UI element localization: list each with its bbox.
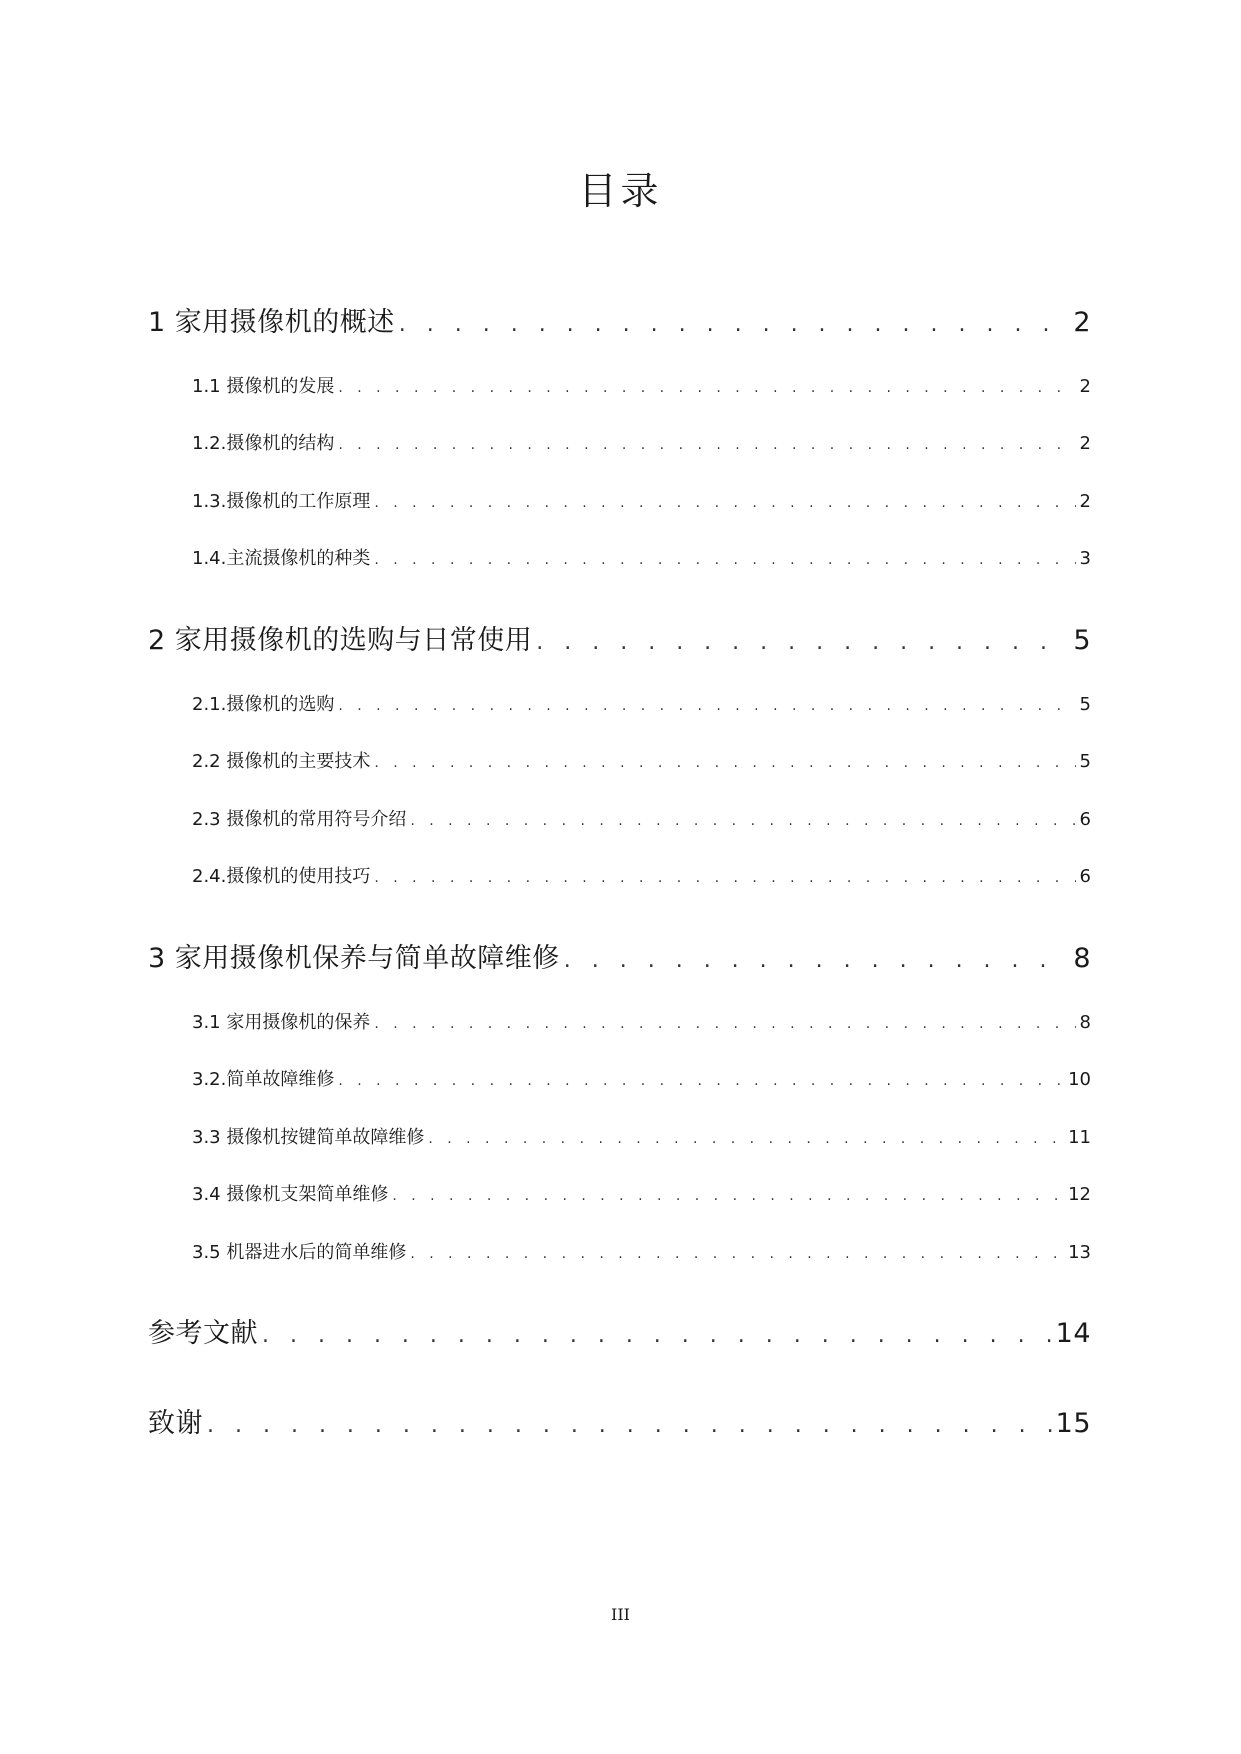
toc-entry-page: 11: [1068, 1127, 1091, 1148]
toc-entry-label: 2.2 摄像机的主要技术: [192, 751, 371, 772]
toc-leader-dots: [410, 813, 1075, 829]
toc-entry-page: 2: [1079, 491, 1091, 512]
toc-leader-dots: [428, 1131, 1064, 1147]
toc-leader-dots: [374, 1016, 1075, 1032]
toc-entry-chapter-3[interactable]: [148, 936, 1091, 975]
toc-entry-label: 3.3 摄像机按键简单故障维修: [192, 1127, 425, 1148]
toc-entry-label: 1.3.摄像机的工作原理: [192, 491, 371, 512]
toc-entry-page: 5: [1079, 751, 1091, 772]
toc-entry-label: 1.2.摄像机的结构: [192, 433, 335, 454]
toc-entry-section-1-3[interactable]: [192, 487, 1091, 513]
toc-entry-page: 12: [1068, 1184, 1091, 1205]
page-title: 目录: [578, 169, 663, 213]
toc-entry-page: 10: [1068, 1069, 1091, 1090]
toc-entry-label: 3.2.简单故障维修: [192, 1069, 335, 1090]
toc-entry-section-2-3[interactable]: [192, 805, 1091, 831]
toc-leader-dots: [374, 552, 1075, 568]
toc-entry-label: 参考文献: [148, 1318, 258, 1349]
toc-entry-page: 2: [1073, 307, 1091, 338]
toc-entry-page: 2: [1079, 433, 1091, 454]
toc-entry-section-1-4[interactable]: [192, 544, 1091, 570]
toc-leader-dots: [374, 755, 1075, 771]
toc-leader-dots: [536, 630, 1069, 655]
toc-entry-page: 15: [1055, 1408, 1091, 1439]
toc-entry-label: 1.4.主流摄像机的种类: [192, 548, 371, 569]
toc-entry-label: 1 家用摄像机的概述: [148, 307, 395, 338]
toc-entry-page: 14: [1055, 1318, 1091, 1349]
toc-entry-label: 2.1.摄像机的选购: [192, 694, 335, 715]
toc-entry-section-3-5[interactable]: [192, 1238, 1091, 1264]
toc-entry-label: 3.1 家用摄像机的保养: [192, 1012, 371, 1033]
toc-entry-label: 2.3 摄像机的常用符号介绍: [192, 809, 407, 830]
toc-entry-page: 8: [1079, 1012, 1091, 1033]
toc-entry-section-3-2[interactable]: [192, 1065, 1091, 1091]
toc-entry-references[interactable]: [148, 1311, 1091, 1350]
toc-entry-page: 5: [1073, 625, 1091, 656]
toc-entry-section-2-4[interactable]: [192, 862, 1091, 888]
toc-entry-section-3-1[interactable]: [192, 1008, 1091, 1034]
toc-entry-label: 1.1 摄像机的发展: [192, 376, 335, 397]
toc-entry-section-2-2[interactable]: [192, 747, 1091, 773]
toc-entry-label: 3 家用摄像机保养与简单故障维修: [148, 943, 560, 974]
toc-entry-page: 6: [1079, 866, 1091, 887]
toc-entry-page: 13: [1068, 1242, 1091, 1263]
toc-leader-dots: [410, 1246, 1064, 1262]
toc-leader-dots: [338, 380, 1075, 396]
toc-entry-page: 6: [1079, 809, 1091, 830]
toc-leader-dots: [374, 870, 1075, 886]
toc-leader-dots: [399, 312, 1070, 337]
toc-entry-section-2-1[interactable]: [192, 690, 1091, 716]
toc-entry-page: 8: [1073, 943, 1091, 974]
toc-entry-acknowledgements[interactable]: [148, 1401, 1091, 1440]
toc-entry-section-1-1[interactable]: [192, 372, 1091, 398]
toc-leader-dots: [338, 698, 1075, 714]
toc-entry-label: 2.4.摄像机的使用技巧: [192, 866, 371, 887]
toc-leader-dots: [338, 437, 1075, 453]
toc-entry-section-3-4[interactable]: [192, 1180, 1091, 1206]
toc-entry-label: 3.5 机器进水后的简单维修: [192, 1242, 407, 1263]
toc-leader-dots: [564, 948, 1070, 973]
toc-entry-page: 2: [1079, 376, 1091, 397]
toc-entry-label: 2 家用摄像机的选购与日常使用: [148, 625, 533, 656]
toc-leader-dots: [207, 1413, 1052, 1438]
toc-entry-section-3-3[interactable]: [192, 1123, 1091, 1149]
page-number: III: [611, 1605, 630, 1624]
toc-leader-dots: [374, 495, 1075, 511]
toc-entry-label: 3.4 摄像机支架简单维修: [192, 1184, 389, 1205]
toc-leader-dots: [392, 1188, 1064, 1204]
toc-leader-dots: [338, 1073, 1064, 1089]
toc-leader-dots: [262, 1323, 1052, 1348]
toc-entry-page: 3: [1079, 548, 1091, 569]
toc-entry-chapter-1[interactable]: [148, 300, 1091, 339]
toc-entry-chapter-2[interactable]: [148, 618, 1091, 657]
toc-entry-label: 致谢: [148, 1408, 203, 1439]
toc-entry-page: 5: [1079, 694, 1091, 715]
toc-entry-section-1-2[interactable]: [192, 429, 1091, 455]
